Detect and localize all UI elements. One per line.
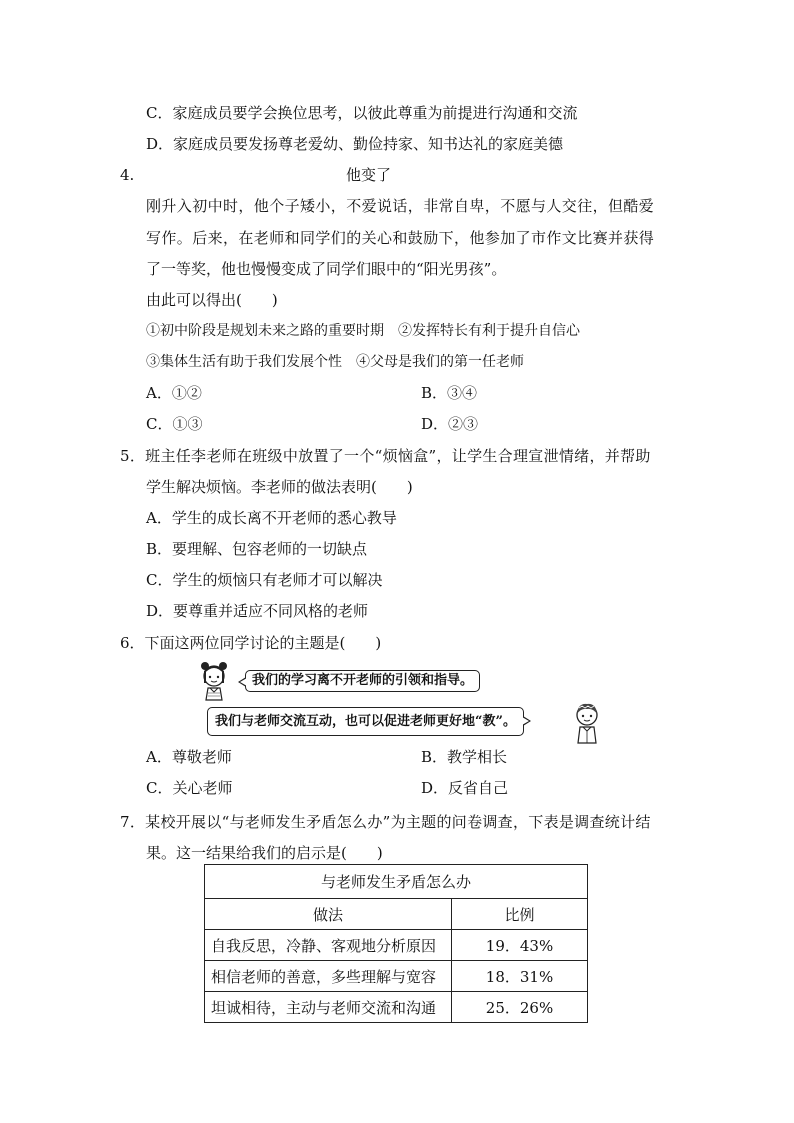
q4-story-line-3: 了一等奖，他也慢慢变成了同学们眼中的“阳光男孩”。	[146, 260, 507, 278]
table-caption: 与老师发生矛盾怎么办	[205, 865, 588, 899]
student-boy-icon	[570, 700, 604, 744]
q4-story-title: 他变了	[346, 166, 392, 184]
table-row	[205, 930, 588, 961]
q4-option-c[interactable]: C．①③	[146, 415, 203, 433]
q5-option-c[interactable]: C．学生的烦恼只有老师才可以解决	[146, 571, 383, 589]
q7-stem-line-1: 7．某校开展以“与老师发生矛盾怎么办”为主题的问卷调查，下表是调查统计结	[120, 813, 651, 831]
survey-table	[204, 864, 588, 1023]
q5-option-d[interactable]: D．要尊重并适应不同风格的老师	[146, 602, 369, 620]
q5-stem-line-1: 5．班主任李老师在班级中放置了一个“烦恼盒”，让学生合理宣泄情绪，并帮助	[120, 447, 651, 465]
q6-stem: 6．下面这两位同学讨论的主题是( )	[120, 634, 382, 652]
q4-statements-line-1: ①初中阶段是规划未来之路的重要时期 ②发挥特长有利于提升自信心	[146, 323, 580, 339]
q4-option-a[interactable]: A．①②	[146, 384, 202, 402]
table-cell-method: 相信老师的善意，多些理解与宽容	[205, 961, 452, 992]
table-cell-ratio: 18．31%	[452, 961, 588, 992]
table-header-method: 做法	[205, 899, 452, 930]
q4-option-b[interactable]: B．③④	[421, 384, 478, 402]
q5-option-b[interactable]: B．要理解、包容老师的一切缺点	[146, 540, 368, 558]
speech-bubble-girl: 我们的学习离不开老师的引领和指导。	[245, 670, 480, 692]
q4-story-line-2: 写作。后来，在老师和同学们的关心和鼓励下，他参加了市作文比赛并获得	[146, 229, 655, 247]
q3-option-c: C．家庭成员要学会换位思考，以彼此尊重为前提进行沟通和交流	[146, 104, 578, 122]
table-row	[205, 992, 588, 1023]
q6-option-d[interactable]: D．反省自己	[421, 779, 509, 797]
q4-number: 4.	[120, 166, 135, 184]
table-header-ratio: 比例	[452, 899, 588, 930]
table-cell-method: 坦诚相待，主动与老师交流和沟通	[205, 992, 452, 1023]
q7-stem-line-2: 果。这一结果给我们的启示是( )	[146, 844, 383, 862]
q4-statements-line-2: ③集体生活有助于我们发展个性 ④父母是我们的第一任老师	[146, 354, 524, 370]
table-cell-method: 自我反思，冷静、客观地分析原因	[205, 930, 452, 961]
table-row	[205, 961, 588, 992]
q4-question: 由此可以得出( )	[146, 291, 278, 309]
speech-bubble-boy: 我们与老师交流互动，也可以促进老师更好地“教”。	[207, 707, 524, 736]
table-cell-ratio: 25．26%	[452, 992, 588, 1023]
q4-option-d[interactable]: D．②③	[421, 415, 479, 433]
student-girl-icon	[197, 659, 231, 701]
q6-option-b[interactable]: B．教学相长	[421, 748, 508, 766]
q6-option-a[interactable]: A．尊敬老师	[146, 748, 232, 766]
q3-option-d: D．家庭成员要发扬尊老爱幼、勤俭持家、知书达礼的家庭美德	[146, 135, 564, 153]
q4-story-line-1: 刚升入初中时，他个子矮小，不爱说话，非常自卑，不愿与人交往，但酷爱	[146, 197, 655, 215]
table-cell-ratio: 19．43%	[452, 930, 588, 961]
q5-option-a[interactable]: A．学生的成长离不开老师的悉心教导	[146, 509, 397, 527]
q5-stem-line-2: 学生解决烦恼。李老师的做法表明( )	[146, 478, 413, 496]
q6-option-c[interactable]: C．关心老师	[146, 779, 233, 797]
